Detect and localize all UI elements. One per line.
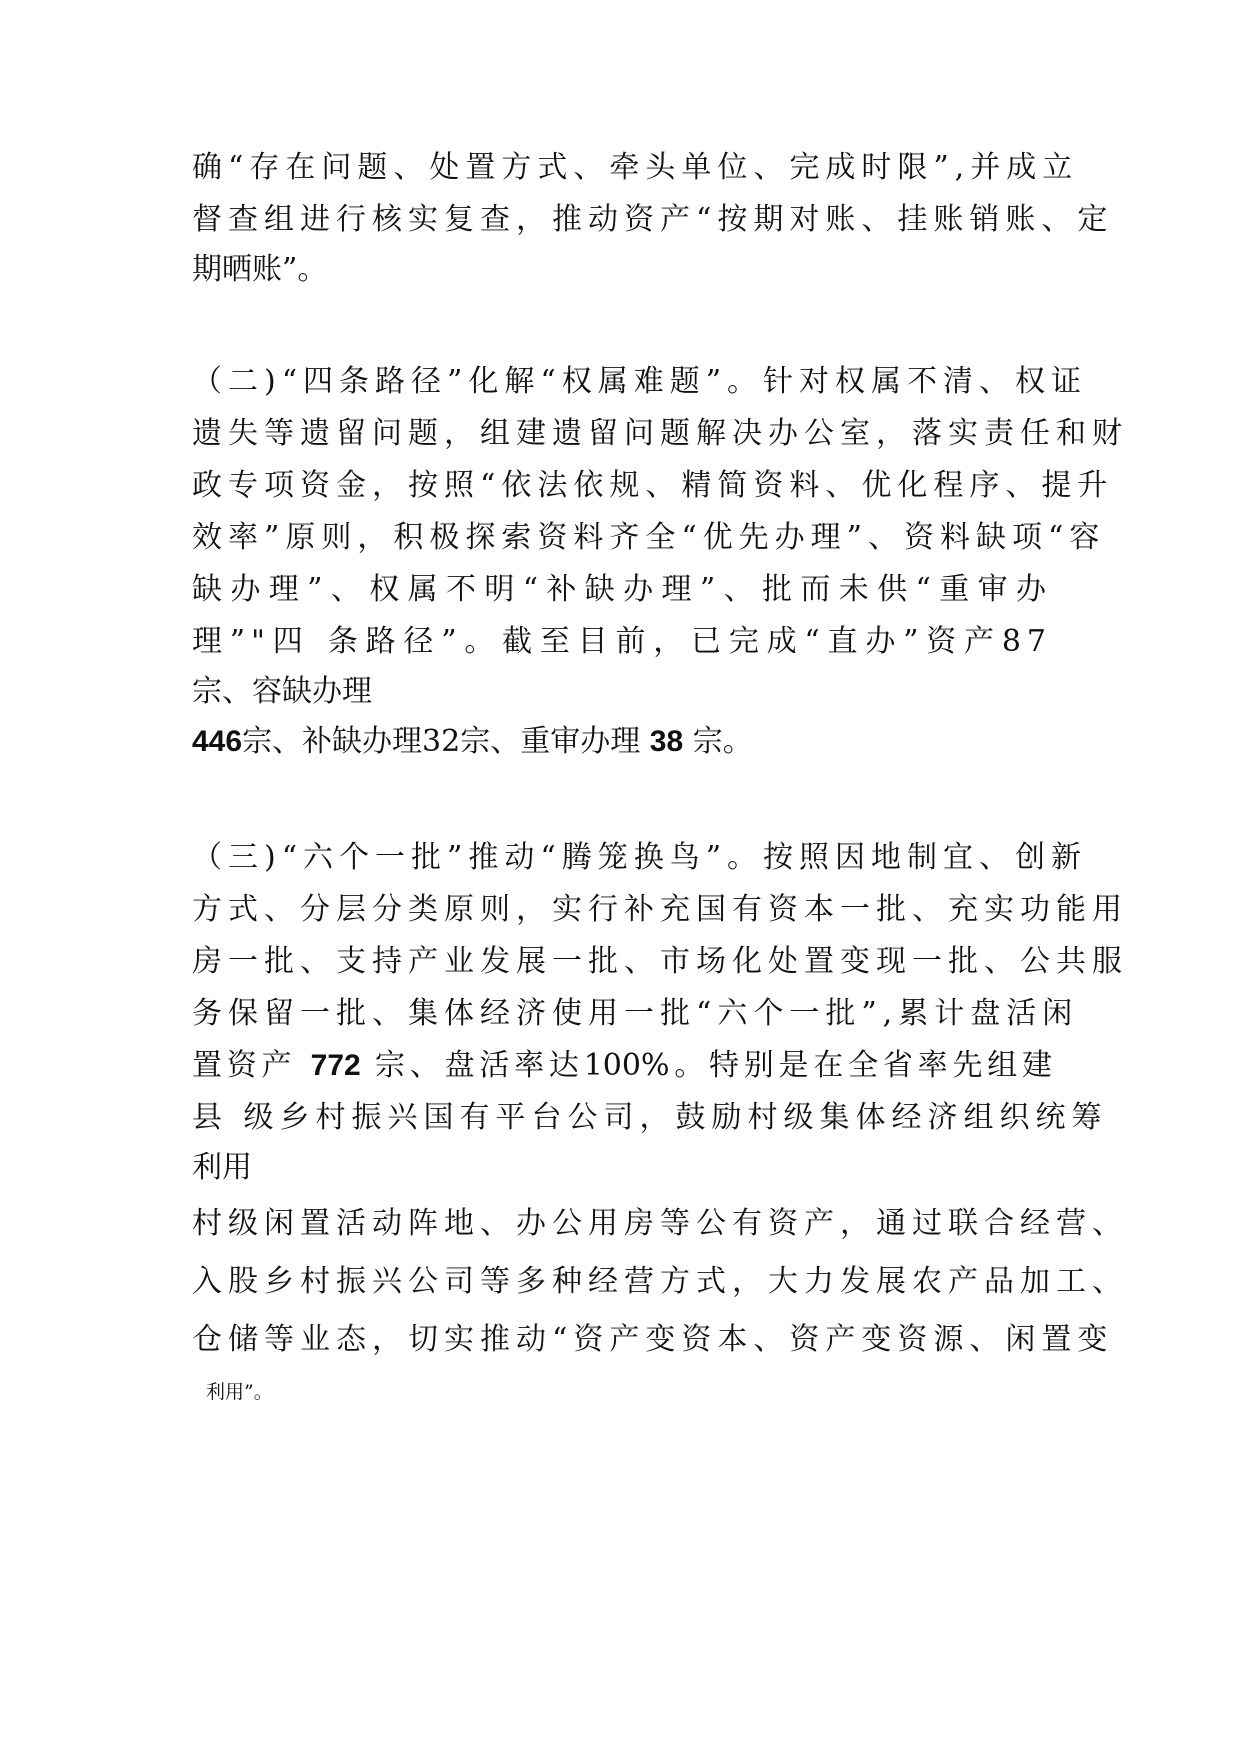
paragraph-1-line-1: 确“存在问题、处置方式、牵头单位、完成时限”,并成立 [192, 150, 1079, 185]
paragraph-3-line-1: （三)“六个一批”推动“腾笼换鸟”。按照因地制宜、创新 [192, 840, 1088, 875]
stat-text: 宗、补缺办理32宗、重审办理 [242, 724, 650, 759]
paragraph-3-tail: 利用”。 [206, 1381, 273, 1403]
paragraph-3-line-6: 利用 [192, 1150, 252, 1185]
stat-text: 宗、盘活率达100%。特别是在全省率先组建 [360, 1048, 1052, 1083]
paragraph-3-line-5: 县 级乡村振兴国有平台公司，鼓励村级集体经济组织统筹 [192, 1100, 1108, 1135]
paragraph-2-line-4: 效率”原则，积极探索资料齐全“优先办理”、资料缺项“容 [192, 520, 1106, 555]
paragraph-2-line-7: 宗、容缺办理 [192, 674, 372, 709]
stat-number: 772 [310, 1049, 361, 1082]
paragraph-2-line-2: 遗失等遗留问题，组建遗留问题解决办公室，落实责任和财 [192, 416, 1128, 451]
paragraph-3-line-3: 房一批、支持产业发展一批、市场化处置变现一批、公共服 [192, 944, 1128, 979]
paragraph-2-line-6: 理”"四 条路径”。截至目前，已完成“直办”资产87 [192, 624, 1052, 659]
stat-text: 置资产 [192, 1048, 311, 1083]
paragraph-3-line-7: 村级闲置活动阵地、办公用房等公有资产，通过联合经营、 [192, 1206, 1128, 1241]
stat-number: 446 [192, 725, 243, 758]
paragraph-3-line-2: 方式、分层分类原则，实行补充国有资本一批、充实功能用 [192, 892, 1128, 927]
paragraph-3-line-4: 务保留一批、集体经济使用一批“六个一批”,累计盘活闲 [192, 996, 1079, 1031]
paragraph-2-line-3: 政专项资金，按照“依法依规、精简资料、优化程序、提升 [192, 468, 1114, 503]
paragraph-2-stats-line [192, 722, 1052, 762]
paragraph-1-line-3: 期晒账”。 [192, 252, 328, 287]
paragraph-2-line-5: 缺办理”、权属不明“补缺办理”、批而未供“重审办 [192, 572, 1052, 607]
stat-number: 38 [649, 725, 684, 758]
paragraph-3-line-8: 入股乡村振兴公司等多种经营方式，大力发展农产品加工、 [192, 1264, 1128, 1299]
paragraph-2-line-1: （二)“四条路径”化解“权属难题”。针对权属不清、权证 [192, 364, 1088, 399]
paragraph-3-line-9: 仓储等业态，切实推动“资产变资本、资产变资源、闲置变 [192, 1322, 1114, 1357]
paragraph-3-stats-line [192, 1046, 1052, 1086]
stat-text: 宗。 [683, 724, 753, 759]
paragraph-1-line-2: 督查组进行核实复查，推动资产“按期对账、挂账销账、定 [192, 202, 1114, 237]
